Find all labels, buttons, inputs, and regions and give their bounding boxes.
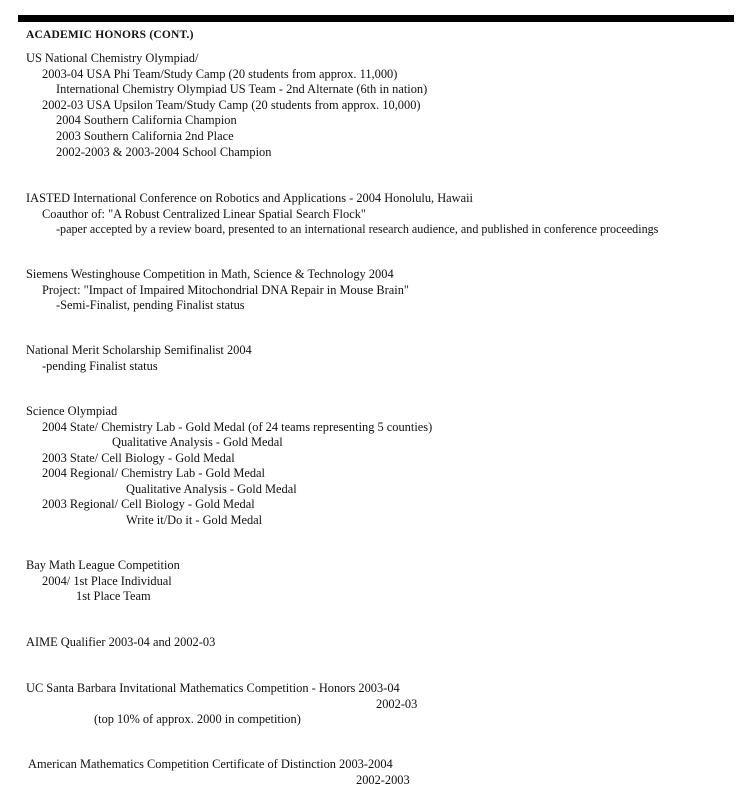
honor-detail: 2003 Regional/ Cell Biology - Gold Medal xyxy=(42,497,255,511)
honor-title: IASTED International Conference on Robotics and Applications - 2004 Honolulu, Hawaii xyxy=(26,191,474,205)
honor-title: AIME Qualifier 2003-04 and 2002-03 xyxy=(26,635,216,649)
honor-title: US National Chemistry Olympiad/ xyxy=(26,51,199,65)
honor-detail: Qualitative Analysis - Gold Medal xyxy=(126,482,297,496)
honor-detail: 2002-03 USA Upsilon Team/Study Camp (20 students from approx. 10,000) xyxy=(42,98,421,112)
honor-title: American Mathematics Competition Certificate of Distinction 2003-2004 xyxy=(28,757,393,771)
honor-detail: 2003 Southern California 2nd Place xyxy=(56,129,234,143)
honor-detail: 2002-2003 & 2003-2004 School Champion xyxy=(56,145,272,159)
honor-title: Siemens Westinghouse Competition in Math, Science & Technology 2004 xyxy=(26,267,394,281)
honor-detail: -pending Finalist status xyxy=(42,359,158,373)
honor-detail: 2002-03 xyxy=(376,697,418,711)
top-rule xyxy=(18,15,734,22)
honor-detail: 2003-04 USA Phi Team/Study Camp (20 students from approx. 11,000) xyxy=(42,67,398,81)
honor-detail: 2004 Regional/ Chemistry Lab - Gold Medal xyxy=(42,466,265,480)
honor-detail: 2004 Southern California Champion xyxy=(56,113,237,127)
honor-detail: 2003 State/ Cell Biology - Gold Medal xyxy=(42,451,235,465)
honor-detail: Write it/Do it - Gold Medal xyxy=(126,513,263,527)
honor-detail: Project: "Impact of Impaired Mitochondrial DNA Repair in Mouse Brain" xyxy=(42,283,409,297)
honor-detail: -paper accepted by a review board, presented to an international research audience, and published in conference proceedings xyxy=(56,222,659,236)
honor-detail: (top 10% of approx. 2000 in competition) xyxy=(94,712,301,726)
honor-detail: 2004/ 1st Place Individual xyxy=(42,574,172,588)
section-heading: ACADEMIC HONORS (CONT.) xyxy=(26,29,194,41)
honor-detail: -Semi-Finalist, pending Finalist status xyxy=(56,298,245,312)
honor-title: Bay Math League Competition xyxy=(26,558,180,572)
honor-title: National Merit Scholarship Semifinalist 2004 xyxy=(26,343,252,357)
honor-detail: 2004 State/ Chemistry Lab - Gold Medal (of 24 teams representing 5 counties) xyxy=(42,420,433,434)
honor-detail: International Chemistry Olympiad US Team - 2nd Alternate (6th in nation) xyxy=(56,82,428,96)
honor-title: UC Santa Barbara Invitational Mathematics Competition - Honors 2003-04 xyxy=(26,681,400,695)
honor-detail: 1st Place Team xyxy=(76,589,151,603)
honor-title: Science Olympiad xyxy=(26,404,118,418)
honor-detail: Coauthor of: "A Robust Centralized Linear Spatial Search Flock" xyxy=(42,207,366,221)
honor-detail: Qualitative Analysis - Gold Medal xyxy=(112,435,283,449)
honor-detail: 2002-2003 xyxy=(356,773,410,787)
